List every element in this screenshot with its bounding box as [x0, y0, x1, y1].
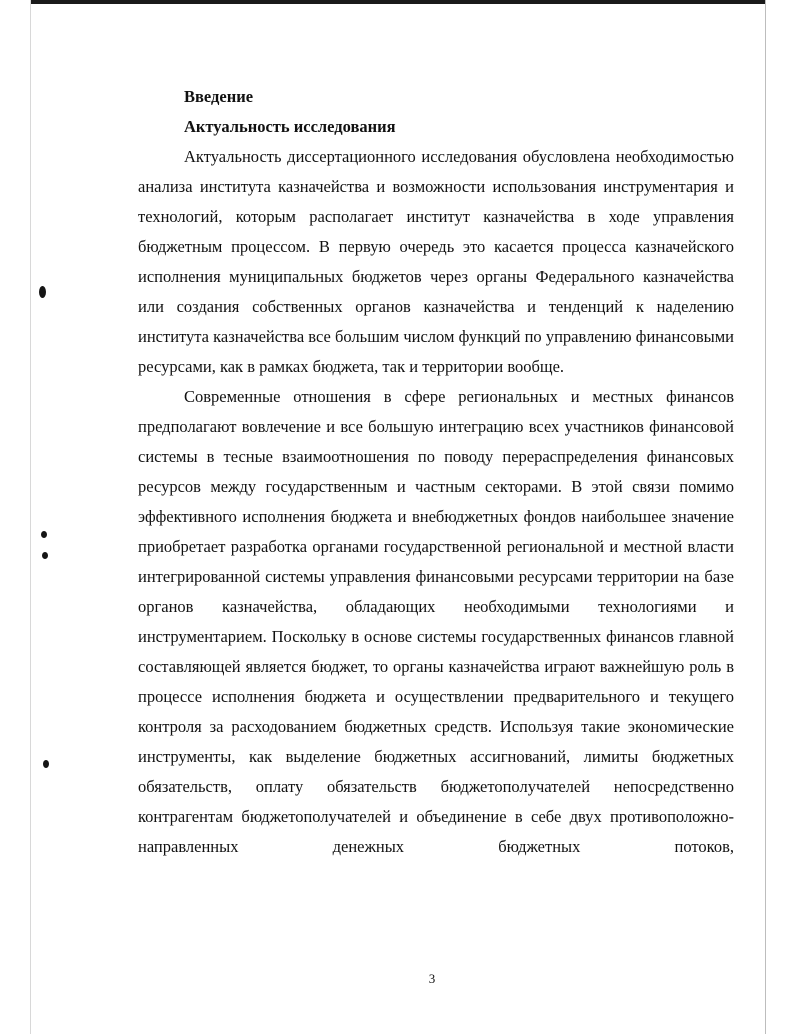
paragraph-relevance: Актуальность диссертационного исследования обусловлена необходимостью анализа института казначейства и возможности использования инструментария и технологий, которым располагает институт казначейства в ходе управления бюджетным процессом. В первую очередь это касается процесса казначейского исполнения муниципальных бюджетов через органы Федерального казначейства или создания собственных органов казначейства и тенденций к наделению института казначейства все большим числом функций по управлению финансовыми ресурсами, как в рамках бюджета, так и территории вообще.: [138, 147, 734, 376]
scan-left-edge: [30, 0, 31, 1034]
page-number: 3: [428, 971, 436, 986]
subsection-heading: Актуальность исследования: [184, 117, 396, 136]
punch-hole-mark: [43, 760, 49, 768]
punch-hole-mark: [41, 531, 47, 538]
page-body: [138, 82, 734, 862]
section-heading: Введение: [184, 87, 254, 106]
paragraph-modern-relations: Современные отношения в сфере региональных и местных финансов предполагают вовлечение и все большую интеграцию всех участников финансовой системы в тесные взаимоотношения по поводу перераспределения финансовых ресурсов между государственным и частным секторами. В этой связи помимо эффективного исполнения бюджета и внебюджетных фондов наибольшее значение приобретает разработка органами государственной региональной и местной власти интегрированной системы управления финансовыми ресурсами территории на базе органов казначейства, обладающих необходимыми технологиями и инструментарием. Поскольку в основе системы государственных финансов главной составляющей является бюджет, то органы казначейства играют важнейшую роль в процессе исполнения бюджета и осуществлении предварительного и текущего контроля за расходованием бюджетных средств. Используя такие экономические инструменты, как выделение бюджетных ассигнований, лимиты бюджетных обязательств, оплату обязательств бюджетополучателей непосредственно контрагентам бюджетополучателей и объединение в себе двух противоположно-направленных денежных бюджетных потоков,: [138, 387, 734, 856]
punch-hole-mark: [39, 286, 46, 298]
scan-top-edge: [30, 0, 766, 4]
scan-right-edge: [765, 0, 766, 1034]
punch-hole-mark: [42, 552, 48, 559]
